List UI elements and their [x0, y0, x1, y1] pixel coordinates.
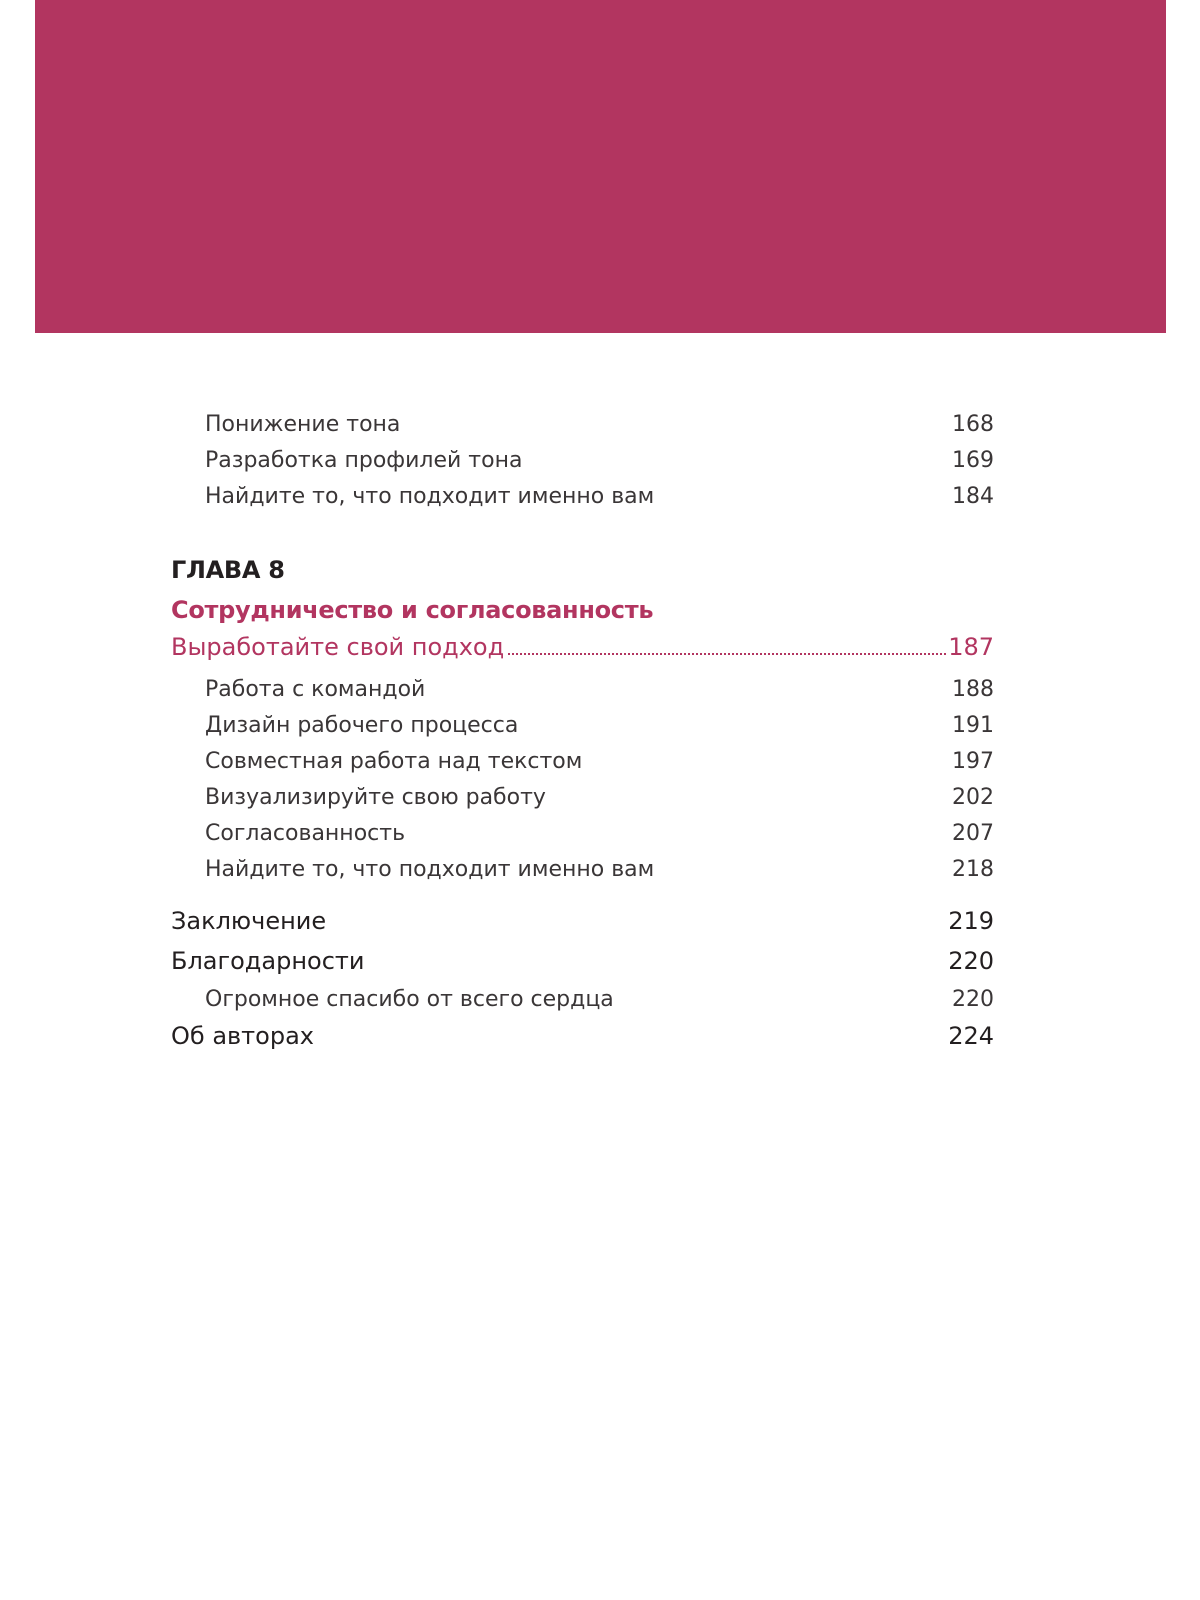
toc-entry[interactable] [171, 448, 994, 473]
toc-entry[interactable] [171, 412, 994, 437]
toc-section-page: 187 [948, 633, 994, 661]
chapter-label: ГЛАВА 8 [171, 556, 285, 584]
toc-entry-title: Согласованность [205, 821, 406, 846]
toc-major-page: 224 [948, 1022, 994, 1050]
toc-entry-title: Найдите то, что подходит именно вам [205, 484, 655, 509]
toc-major-entry[interactable] [171, 947, 994, 975]
toc-entry[interactable] [171, 987, 994, 1012]
toc-entry-page: 191 [952, 713, 994, 738]
toc-section-title: Выработайте свой подход [171, 633, 505, 661]
toc-entry-page: 188 [952, 677, 994, 702]
toc-entry-title: Огромное спасибо от всего сердца [205, 987, 614, 1012]
header-color-block [35, 0, 1166, 333]
toc-entry-title: Работа с командой [205, 677, 426, 702]
toc-entry-title: Совместная работа над текстом [205, 749, 583, 774]
toc-major-entry[interactable] [171, 1022, 994, 1050]
toc-entry-page: 220 [952, 987, 994, 1012]
toc-entry[interactable] [171, 484, 994, 509]
toc-entry[interactable] [171, 785, 994, 810]
toc-entry-page: 202 [952, 785, 994, 810]
toc-entry-title: Дизайн рабочего процесса [205, 713, 519, 738]
toc-entry-title: Понижение тона [205, 412, 401, 437]
toc-major-page: 220 [948, 947, 994, 975]
toc-entry-title: Визуализируйте свою работу [205, 785, 546, 810]
toc-section-entry[interactable] [171, 633, 994, 661]
toc-entry[interactable] [171, 857, 994, 882]
toc-major-title: Благодарности [171, 947, 365, 975]
toc-entry[interactable] [171, 713, 994, 738]
toc-entry-title: Найдите то, что подходит именно вам [205, 857, 655, 882]
toc-major-entry[interactable] [171, 907, 994, 935]
dot-leader [508, 652, 946, 655]
toc-entry[interactable] [171, 677, 994, 702]
toc-entry-title: Разработка профилей тона [205, 448, 523, 473]
toc-entry-page: 197 [952, 749, 994, 774]
toc-entry-page: 169 [952, 448, 994, 473]
toc-entry-page: 207 [952, 821, 994, 846]
chapter-title: Сотрудничество и согласованность [171, 596, 654, 624]
toc-entry-page: 168 [952, 412, 994, 437]
toc-entry[interactable] [171, 821, 994, 846]
toc-major-title: Заключение [171, 907, 327, 935]
toc-major-title: Об авторах [171, 1022, 314, 1050]
toc-entry[interactable] [171, 749, 994, 774]
toc-major-page: 219 [948, 907, 994, 935]
toc-entry-page: 218 [952, 857, 994, 882]
toc-entry-page: 184 [952, 484, 994, 509]
